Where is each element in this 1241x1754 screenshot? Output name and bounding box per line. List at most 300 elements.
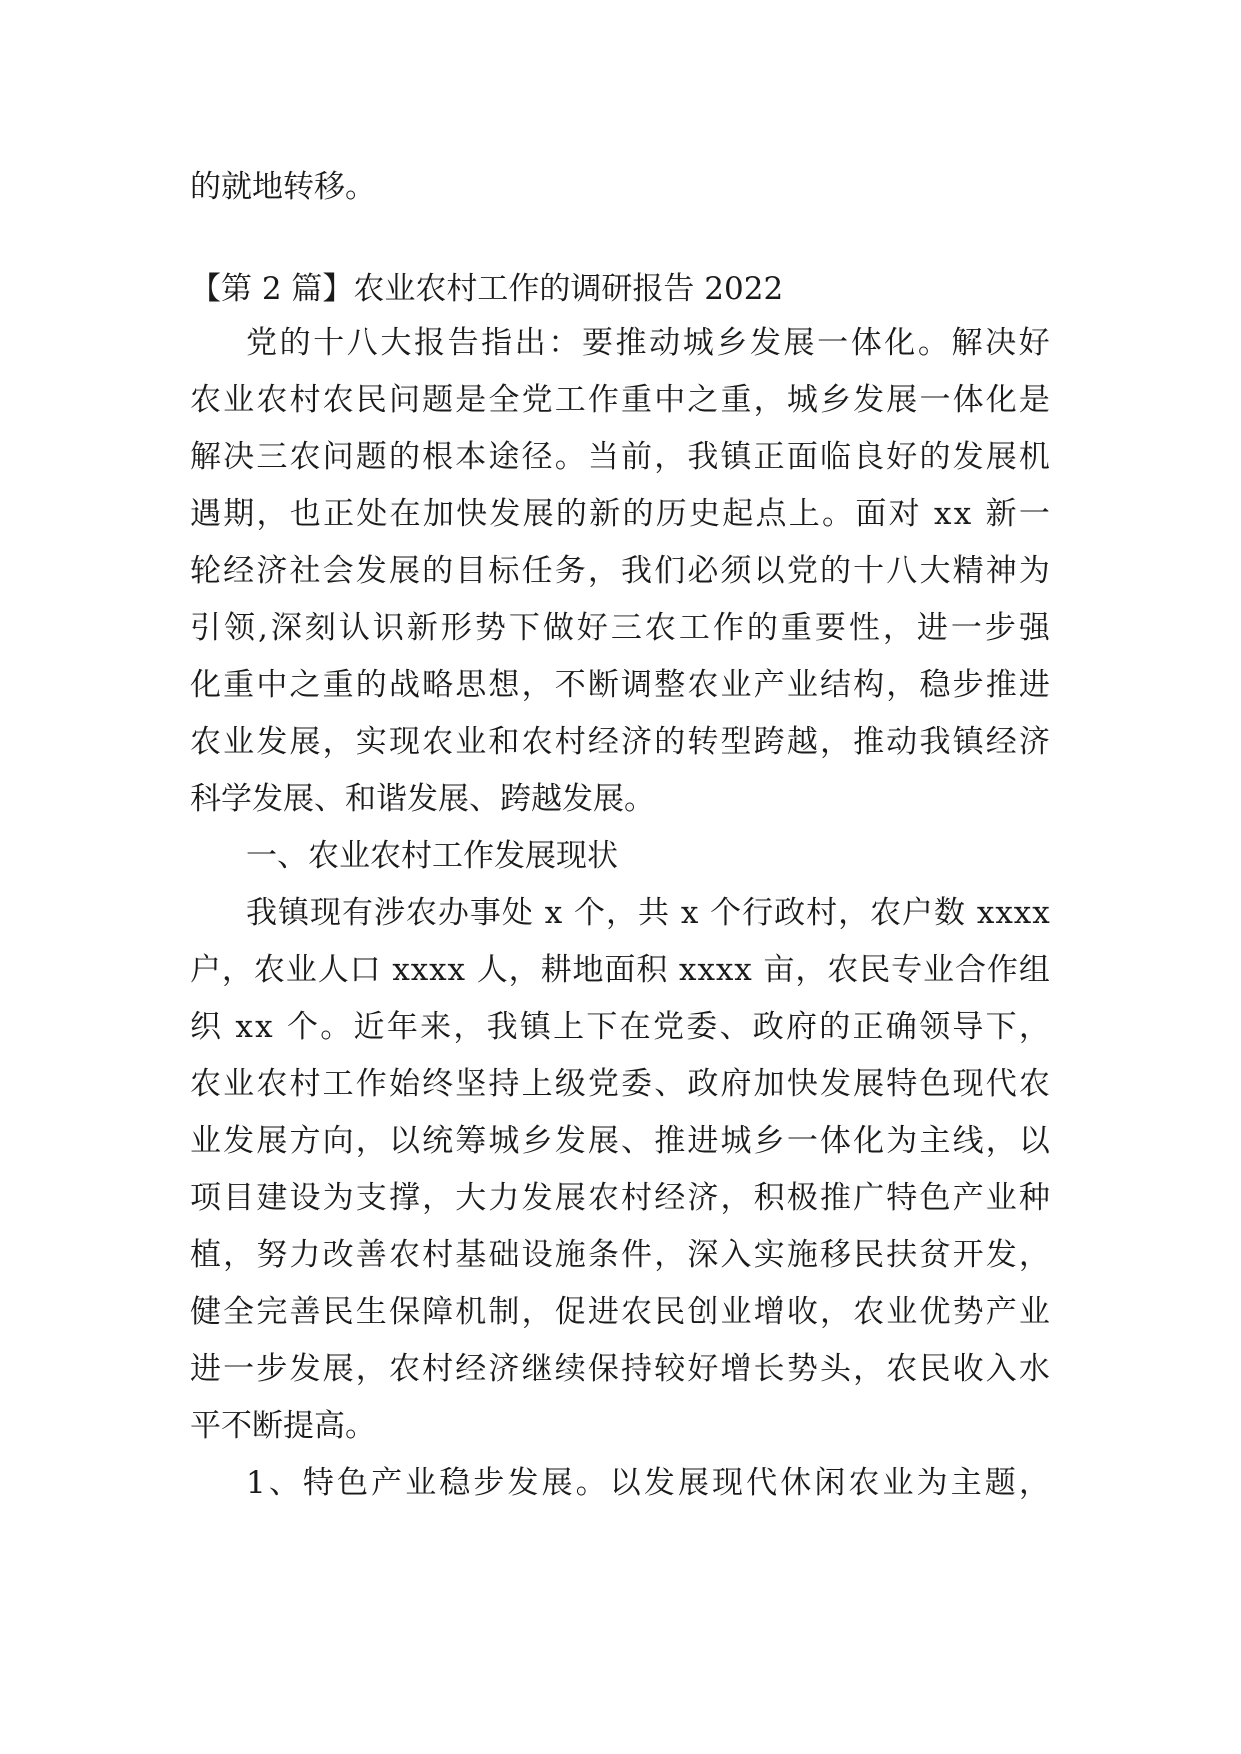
glyph: 业 (720, 1294, 752, 1330)
glyph: 化 (853, 1123, 885, 1159)
glyph: 口 (349, 952, 381, 988)
glyph: 农 (190, 1066, 221, 1102)
glyph: 农 (587, 1180, 619, 1216)
glyph: 好 (687, 1351, 719, 1387)
glyph: 撑 (388, 1180, 420, 1216)
glyph: 党 (786, 553, 818, 589)
glyph: 面 (604, 952, 636, 988)
paragraph-line (190, 373, 1050, 427)
glyph: 民 (853, 1237, 885, 1273)
glyph: 收 (786, 1294, 818, 1330)
glyph: 当 (587, 439, 619, 475)
glyph: 之 (687, 382, 719, 418)
glyph: 农 (687, 667, 719, 703)
glyph: 进 (587, 1294, 619, 1330)
glyph: 、 (268, 1465, 300, 1501)
glyph: 三 (610, 610, 642, 646)
glyph: 合 (954, 952, 986, 988)
glyph: 大 (919, 553, 951, 589)
glyph: 个 (287, 1009, 319, 1045)
glyph: 终 (422, 1066, 454, 1102)
glyph: 整 (654, 667, 686, 703)
glyph: ， (355, 1123, 387, 1159)
glyph: 以 (1018, 1123, 1050, 1159)
glyph: 农 (256, 382, 288, 418)
glyph: 业 (886, 1294, 918, 1330)
glyph: 制 (488, 1294, 520, 1330)
glyph: 持 (621, 1351, 653, 1387)
glyph: 础 (488, 1237, 520, 1273)
glyph: 业 (285, 952, 317, 988)
glyph: 一 (950, 610, 982, 646)
glyph: 、 (719, 1009, 751, 1045)
glyph: 主 (919, 1123, 951, 1159)
glyph: 决 (223, 439, 255, 475)
glyph: 项 (190, 1180, 221, 1216)
glyph: 发 (521, 1180, 553, 1216)
glyph: 八 (886, 553, 918, 589)
glyph: 大 (455, 1180, 487, 1216)
glyph: 确 (885, 1009, 917, 1045)
glyph: 优 (919, 1294, 951, 1330)
glyph: 发 (952, 439, 984, 475)
glyph: 植 (190, 1237, 221, 1273)
glyph: 体 (819, 1123, 851, 1159)
glyph: 农 (853, 1294, 885, 1330)
glyph: 经 (654, 1180, 686, 1216)
glyph: ， (322, 724, 354, 760)
glyph: 力 (488, 1180, 520, 1216)
glyph: 人 (317, 952, 349, 988)
glyph: 产 (753, 667, 785, 703)
glyph: 的 (388, 439, 420, 475)
glyph: 努 (256, 1237, 288, 1273)
glyph: 展 (289, 724, 321, 760)
glyph: 农 (256, 1066, 288, 1102)
glyph: ， (355, 1351, 387, 1387)
glyph: 发 (554, 1123, 586, 1159)
glyph: ， (606, 895, 637, 931)
glyph: 代 (746, 1465, 778, 1501)
paragraph-line (190, 658, 1050, 712)
glyph: 动 (649, 325, 681, 361)
glyph: ， (1018, 1465, 1050, 1501)
glyph (223, 1000, 233, 1054)
glyph: 进 (1018, 667, 1050, 703)
glyph: 径 (521, 439, 553, 475)
glyph: 产 (985, 1294, 1017, 1330)
glyph: 党 (521, 382, 553, 418)
glyph: 新 (985, 496, 1017, 532)
glyph: 中 (256, 667, 288, 703)
glyph: 作 (587, 382, 619, 418)
glyph: 重 (223, 667, 255, 703)
glyph: 亩 (763, 952, 795, 988)
paragraph-line (190, 1000, 1050, 1054)
glyph: x (1032, 895, 1050, 931)
glyph: 乡 (716, 325, 748, 361)
glyph: 进 (190, 1351, 221, 1387)
glyph: 我 (621, 553, 653, 589)
glyph: 农 (289, 439, 321, 475)
glyph: 势 (474, 610, 506, 646)
glyph: 个 (574, 895, 606, 931)
glyph: ， (453, 1009, 485, 1045)
glyph: 临 (819, 439, 851, 475)
glyph: 党 (246, 325, 277, 361)
glyph: 推 (615, 325, 647, 361)
glyph: 收 (952, 1351, 984, 1387)
glyph: 事 (469, 895, 501, 931)
glyph: 展 (853, 1066, 885, 1102)
glyph: 断 (587, 667, 619, 703)
glyph: 必 (687, 553, 719, 589)
glyph: 为 (916, 1465, 948, 1501)
glyph: 目 (455, 553, 487, 589)
glyph: 农 (827, 952, 859, 988)
glyph: 实 (753, 1237, 785, 1273)
glyph: 村 (289, 1066, 321, 1102)
glyph: 农 (388, 1351, 420, 1387)
glyph: 、 (654, 1066, 686, 1102)
glyph: ， (256, 496, 288, 532)
glyph: 机 (455, 1294, 487, 1330)
glyph: ， (720, 1180, 752, 1216)
glyph: 织 (190, 1009, 221, 1045)
glyph: 、 (621, 1123, 653, 1159)
glyph: 战 (388, 667, 420, 703)
glyph: 展 (554, 1180, 586, 1216)
glyph: 结 (819, 667, 851, 703)
glyph: 业 (1018, 1294, 1050, 1330)
glyph: , (258, 610, 268, 646)
glyph: 障 (422, 1294, 454, 1330)
glyph: 轮 (190, 553, 221, 589)
glyph: 建 (256, 1180, 288, 1216)
glyph: 为 (886, 1123, 918, 1159)
glyph: 健 (190, 1294, 221, 1330)
glyph: 解 (190, 439, 221, 475)
glyph: 推 (853, 724, 885, 760)
glyph: 以 (388, 1123, 420, 1159)
glyph: 略 (422, 667, 454, 703)
glyph: 快 (456, 496, 488, 532)
glyph: 务 (554, 553, 586, 589)
glyph: 下 (508, 610, 540, 646)
glyph: 化 (884, 325, 916, 361)
glyph: 的 (622, 496, 654, 532)
glyph: 化 (985, 382, 1017, 418)
glyph: 民 (654, 1294, 686, 1330)
paragraph-line: 平不断提高。 (190, 1408, 376, 1444)
glyph: 城 (720, 1123, 752, 1159)
glyph: 面 (786, 439, 818, 475)
glyph: 的 (654, 724, 686, 760)
glyph: 发 (985, 1237, 1017, 1273)
glyph: 经 (223, 553, 255, 589)
glyph: 经 (587, 724, 619, 760)
glyph (534, 886, 544, 940)
glyph: 好 (576, 610, 608, 646)
glyph: ， (223, 1237, 255, 1273)
glyph: 良 (853, 439, 885, 475)
glyph: 精 (952, 553, 984, 589)
glyph: 府 (720, 1066, 752, 1102)
glyph (753, 943, 763, 997)
glyph: 我 (486, 1009, 518, 1045)
glyph: 进 (916, 610, 948, 646)
glyph: ， (886, 667, 918, 703)
glyph: 我 (246, 895, 277, 931)
glyph: 工 (678, 610, 710, 646)
glyph: 业 (923, 952, 955, 988)
glyph: 行 (742, 895, 774, 931)
glyph (563, 886, 573, 940)
glyph: 政 (752, 1009, 784, 1045)
glyph: 展 (388, 553, 420, 589)
glyph: 业 (405, 1465, 437, 1501)
glyph: 增 (753, 1294, 785, 1330)
glyph: x (933, 496, 952, 532)
glyph: 标 (488, 553, 520, 589)
glyph: 作 (712, 610, 744, 646)
glyph: 镇 (952, 724, 984, 760)
glyph: 村 (422, 1351, 454, 1387)
glyph: 发 (643, 1465, 675, 1501)
glyph: 好 (886, 439, 918, 475)
paragraph-line (246, 316, 1050, 370)
glyph: 解 (951, 325, 983, 361)
glyph: 增 (720, 1351, 752, 1387)
glyph: ， (1018, 1237, 1050, 1273)
glyph: 是 (455, 382, 487, 418)
glyph: 点 (755, 496, 787, 532)
glyph: 积 (753, 1180, 785, 1216)
glyph: 想 (488, 667, 520, 703)
glyph: 民 (322, 1294, 354, 1330)
glyph: 调 (621, 667, 653, 703)
paragraph-line (190, 544, 1050, 598)
glyph: 全 (223, 1294, 255, 1330)
glyph: 大 (380, 325, 412, 361)
glyph: x (410, 952, 429, 988)
glyph: x (544, 895, 563, 931)
glyph: 稳 (439, 1465, 471, 1501)
glyph: 民 (355, 382, 387, 418)
glyph: 要 (581, 325, 613, 361)
glyph: x (995, 895, 1013, 931)
glyph: 级 (554, 1066, 586, 1102)
glyph: 经 (985, 724, 1017, 760)
glyph: 工 (554, 382, 586, 418)
glyph: 重 (780, 610, 812, 646)
glyph: 体 (952, 382, 984, 418)
glyph: 涉 (373, 895, 405, 931)
glyph: 识 (372, 610, 404, 646)
glyph: 正 (323, 496, 355, 532)
glyph: 。 (917, 325, 949, 361)
glyph: 的 (355, 667, 387, 703)
glyph: 我 (919, 724, 951, 760)
glyph: 保 (388, 1294, 420, 1330)
glyph: 发 (853, 382, 885, 418)
glyph: 须 (720, 553, 752, 589)
glyph: 加 (422, 496, 454, 532)
glyph: 政 (774, 895, 806, 931)
glyph: 村 (422, 1237, 454, 1273)
glyph: 特 (302, 1465, 334, 1501)
glyph: 重 (322, 667, 354, 703)
glyph: 展 (886, 382, 918, 418)
glyph: 也 (289, 496, 321, 532)
glyph: 问 (388, 382, 420, 418)
glyph: 和 (488, 724, 520, 760)
glyph: 我 (687, 439, 719, 475)
glyph: 目 (223, 1180, 255, 1216)
glyph: 特 (886, 1066, 918, 1102)
paragraph-line (190, 1114, 1050, 1168)
glyph: 支 (355, 1180, 387, 1216)
glyph: 引 (190, 610, 221, 646)
glyph: 水 (1018, 1351, 1050, 1387)
glyph: 们 (654, 553, 686, 589)
glyph: 步 (256, 1351, 288, 1387)
glyph: 农 (190, 724, 221, 760)
glyph: ， (819, 724, 851, 760)
glyph: 闲 (814, 1465, 846, 1501)
glyph: 方 (289, 1123, 321, 1159)
glyph: 民 (919, 1351, 951, 1387)
glyph: 特 (886, 1180, 918, 1216)
glyph: 之 (289, 667, 321, 703)
glyph: 展 (783, 325, 815, 361)
glyph: 刻 (304, 610, 336, 646)
glyph: ： (548, 325, 580, 361)
glyph: 经 (455, 1351, 487, 1387)
glyph: 农 (388, 1237, 420, 1273)
text-line-continuation: 的就地转移。 (190, 169, 376, 205)
glyph: 认 (338, 610, 370, 646)
glyph: 是 (1018, 382, 1050, 418)
glyph: x (392, 952, 410, 988)
glyph: 筹 (455, 1123, 487, 1159)
glyph: 数 (934, 895, 966, 931)
glyph (670, 886, 680, 940)
glyph: 会 (322, 553, 354, 589)
glyph: 人 (476, 952, 508, 988)
glyph: 设 (289, 1180, 321, 1216)
glyph: 的 (746, 610, 778, 646)
glyph: 耕 (540, 952, 572, 988)
glyph: 对 (888, 496, 920, 532)
glyph: 为 (322, 1180, 354, 1216)
glyph: 发 (289, 1351, 321, 1387)
glyph: 发 (489, 496, 521, 532)
glyph: 加 (753, 1066, 785, 1102)
glyph: 政 (687, 1066, 719, 1102)
paragraph-line (190, 1057, 1050, 1111)
glyph: 上 (521, 1066, 553, 1102)
glyph: 进 (687, 1123, 719, 1159)
glyph: 面 (855, 496, 887, 532)
glyph: ， (508, 952, 540, 988)
glyph: 基 (455, 1237, 487, 1273)
glyph: 作 (355, 1066, 387, 1102)
glyph: 。 (822, 496, 854, 532)
glyph: 正 (753, 439, 785, 475)
glyph: 十 (853, 553, 885, 589)
glyph: 展 (985, 439, 1017, 475)
glyph: 作 (986, 952, 1018, 988)
glyph: 机 (1018, 439, 1050, 475)
glyph: 上 (553, 1009, 585, 1045)
glyph: 导 (952, 1009, 984, 1045)
glyph: x (680, 895, 699, 931)
glyph: 好 (1018, 325, 1050, 361)
glyph: 扶 (886, 1237, 918, 1273)
glyph: 为 (1018, 553, 1050, 589)
glyph: 农 (422, 724, 454, 760)
glyph: x (976, 895, 995, 931)
glyph: 力 (289, 1237, 321, 1273)
glyph: 业 (223, 382, 255, 418)
glyph: 乡 (819, 382, 851, 418)
glyph: 问 (322, 439, 354, 475)
paragraph-line (190, 1228, 1050, 1282)
glyph: 业 (985, 1180, 1017, 1216)
glyph: 稳 (919, 667, 951, 703)
glyph: 农 (848, 1465, 880, 1501)
glyph: 村 (806, 895, 838, 931)
glyph: 中 (654, 382, 686, 418)
glyph: x (953, 496, 972, 532)
glyph: 济 (621, 724, 653, 760)
glyph: 题 (422, 382, 454, 418)
glyph: 共 (637, 895, 669, 931)
glyph: 极 (786, 1180, 818, 1216)
glyph: 步 (952, 667, 984, 703)
paragraph-line: 科学发展、和谐发展、跨越发展。 (190, 781, 655, 817)
glyph: ， (819, 1294, 851, 1330)
glyph: 组 (1018, 952, 1050, 988)
glyph: 。 (575, 1465, 607, 1501)
glyph: 城 (682, 325, 714, 361)
glyph: ， (521, 667, 553, 703)
glyph: 种 (1018, 1180, 1050, 1216)
glyph: 新 (406, 610, 438, 646)
glyph: 济 (687, 1180, 719, 1216)
glyph: 领 (224, 610, 255, 646)
glyph: x (697, 952, 715, 988)
glyph: 指 (481, 325, 513, 361)
glyph: ， (838, 895, 870, 931)
glyph: 创 (687, 1294, 719, 1330)
glyph: 城 (488, 1123, 520, 1159)
glyph: 型 (720, 724, 752, 760)
glyph: 代 (985, 1066, 1017, 1102)
glyph: 城 (786, 382, 818, 418)
glyph: 做 (542, 610, 574, 646)
glyph: 势 (952, 1294, 984, 1330)
glyph: 镇 (519, 1009, 551, 1045)
glyph: 农 (1018, 1066, 1050, 1102)
glyph: 近 (353, 1009, 385, 1045)
glyph: 十 (313, 325, 345, 361)
glyph: 条 (587, 1237, 619, 1273)
glyph: 线 (952, 1123, 984, 1159)
glyph: 要 (814, 610, 846, 646)
glyph: 思 (455, 667, 487, 703)
